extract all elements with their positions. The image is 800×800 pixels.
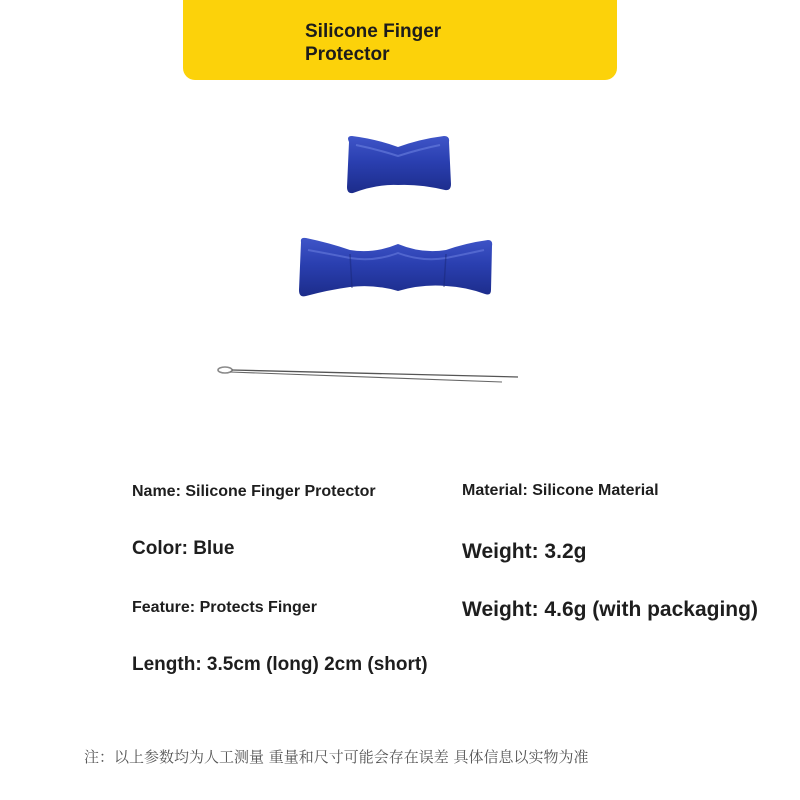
spec-length: Length: 3.5cm (long) 2cm (short) (132, 654, 428, 675)
spec-material: Material: Silicone Material (462, 482, 659, 499)
short-finger-protector-image (347, 136, 451, 193)
spec-weight-packaged: Weight: 4.6g (with packaging) (462, 598, 758, 621)
spec-color: Color: Blue (132, 538, 235, 559)
measurement-note: 注：以上参数均为人工测量 重量和尺寸可能会存在误差 具体信息以实物为准 (84, 748, 589, 766)
threading-tool-image (218, 367, 518, 382)
spec-weight: Weight: 3.2g (462, 540, 587, 563)
spec-name: Name: Silicone Finger Protector (132, 483, 376, 500)
spec-feature: Feature: Protects Finger (132, 599, 317, 616)
long-finger-protector-image (299, 238, 492, 297)
page-title: Silicone Finger Protector (305, 21, 442, 65)
